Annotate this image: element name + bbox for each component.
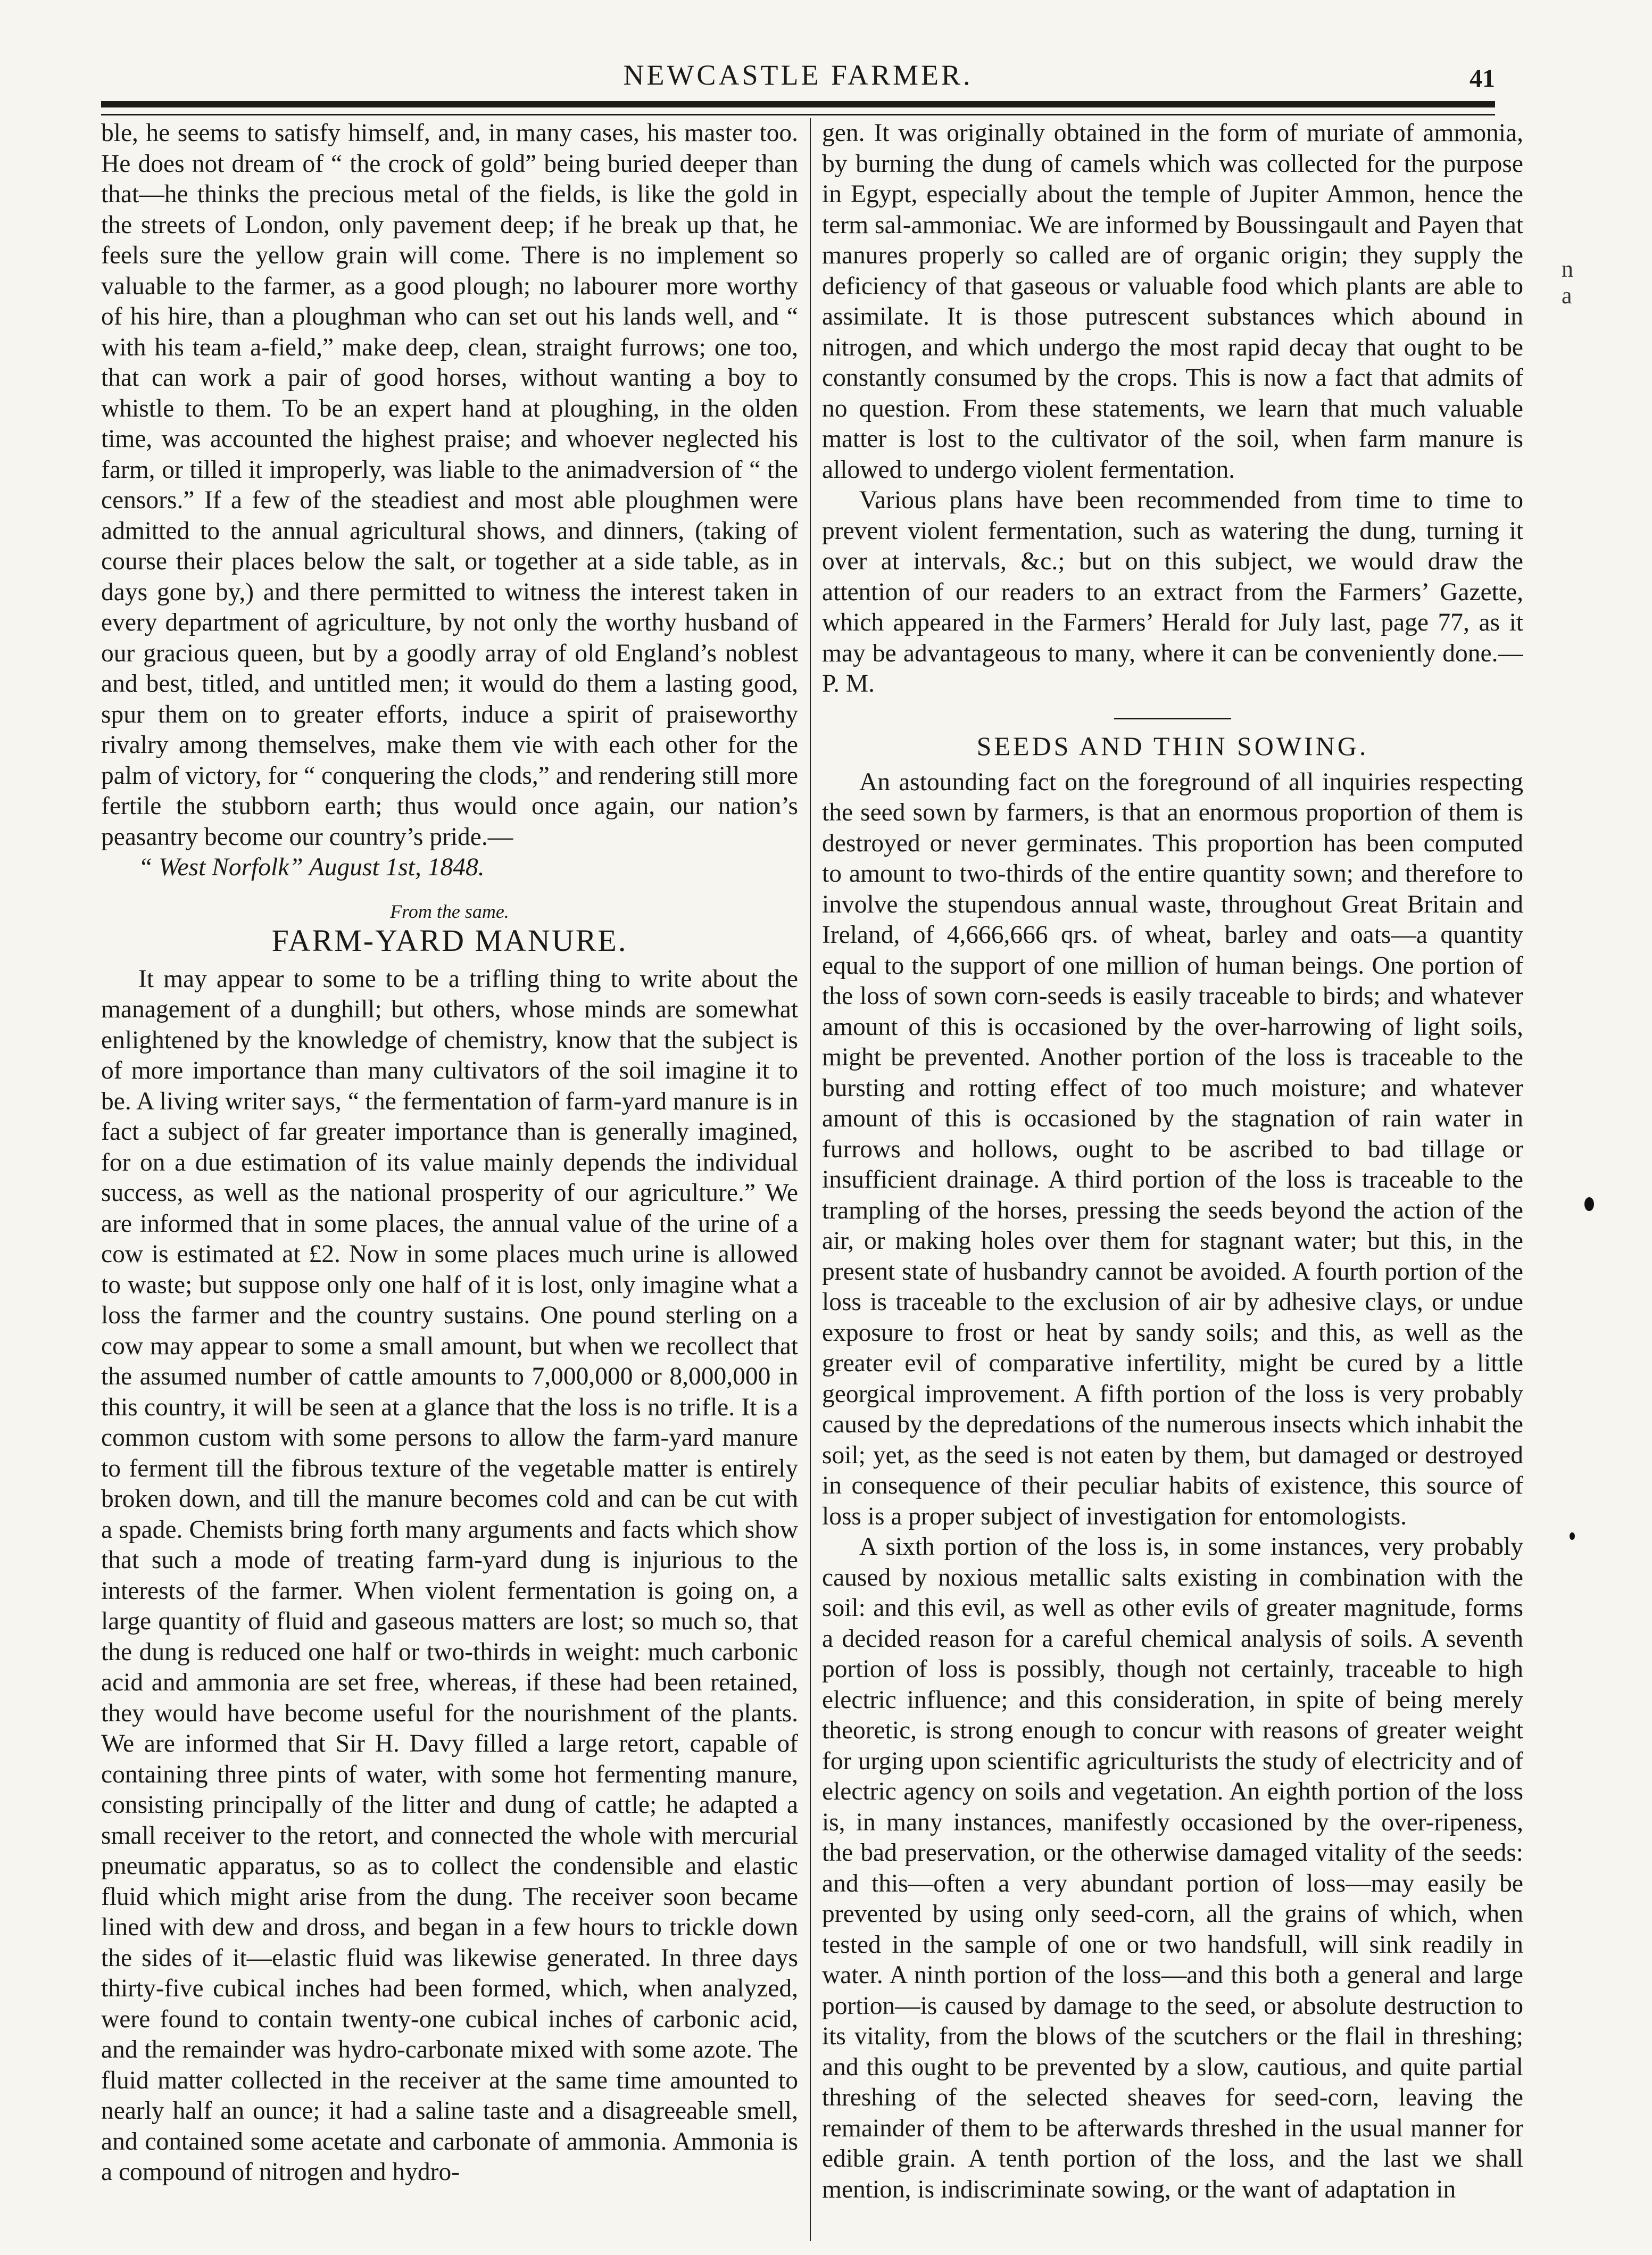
article-title-farm-yard-manure: FARM-YARD MANURE. [271, 923, 628, 958]
masthead-title: NEWCASTLE FARMER. [623, 59, 973, 91]
byline: “ West Norfolk” August 1st, 1848. [138, 853, 485, 881]
margin-mark: n [1562, 256, 1573, 282]
article-body-seeds-paragraph-1: An astounding fact on the foreground of all inquiries respecting the seed sown by farmers, is that an enormous proportion of them is destroyed or never germinates. This proportion has been computed to amount to two-thirds of the entire quantity sown; and therefore to involve the stupendous annual waste, throughout Great Britain and Ireland, of 4,666,666 qrs. of wheat, barley and oats—a quantity equal to the support of one million of human beings. One portion of the loss of sown corn-seeds is easily traceable to birds; and whatever amount of this is occasioned by the over-harrowing of light soils, might be prevented. Another portion of the loss is traceable to the bursting and rotting effect of too much moisture; and whatever amount of this is occasioned by the stagnation of rain water in furrows and hollows, ought to be ascribed to bad tillage or insufficient drainage. A third portion of the loss is traceable to the trampling of the horses, pressing the seeds beyond the action of the air, or making holes over them for stagnant water; but this, in the present state of husbandry cannot be avoided. A fourth portion of the loss is traceable to the exclusion of air by adhesive clays, or undue exposure to frost or heat by sandy soils; and this, as well as the greater evil of comparative infertility, might be cured by a little georgical improvement. A fifth portion of the loss is very probably caused by the depredations of the numerous insects which inhabit the soil; yet, as the seed is not eaten by them, but damaged or destroyed in consequence of their peculiar habits of existence, this source of loss is a proper subject of investigation for entomologists. [822, 768, 1523, 1530]
continued-paragraph: ble, he seems to satisfy himself, and, in many cases, his master too. He does not dream of “ the crock of gold” being buried deeper than that—he thinks the precious metal of the fields, is like the gold in the streets of London, only pavement deep; if he break up that, he feels sure the yellow grain will come. There is no implement so valuable to the farmer, as a good plough; no labourer more worthy of his hire, than a ploughman who can set out his lands well, and “ with his team a-field,” make deep, clean, straight furrows; one too, that can work a pair of good horses, without wanting a boy to whistle to them. To be an expert hand at ploughing, in the olden time, was accounted the highest praise; and whoever neglected his farm, or tilled it improperly, was liable to the animadversion of “ the censors.” If a few of the steadiest and most able ploughmen were admitted to the annual agricultural shows, and dinners, (taking of course their places below the salt, or together at a side table, as in days gone by,) and there permitted to witness the interest taken in every department of agriculture, by not only the worthy husband of our gracious queen, but by a goodly array of old England’s noblest and best, titled, and untitled men; it would do them a lasting good, spur them on to greater efforts, induce a spirit of praiseworthy rivalry among themselves, make them vie with each other for the palm of victory, for “ conquering the clods,” and rendering still more fertile the stubborn earth; thus would once again, our nation’s peasantry become our country’s pride.— [101, 119, 798, 851]
article-body-seeds-paragraph-2: A sixth portion of the loss is, in some instances, very probably caused by noxious metallic salts existing in combination with the soil: and this evil, as well as other evils of greater magnitude, forms a decided reason for a careful chemical analysis of soils. A seventh portion of loss is possibly, though not certainly, traceable to high electric influence; and this consideration, in spite of being merely theoretic, is strong enough to concur with reasons of greater weight for urging upon scientific agriculturists the study of electricity and of electric agency on soils and vegetation. An eighth portion of the loss is, in many instances, manifestly occasioned by the over-ripeness, the bad preservation, or the otherwise damaged vitality of the seeds: and this—often a very abundant portion of loss—may easily be prevented by using only seed-corn, all the grains of which, when tested in the sample of one or two handsfull, will sink readily in water. A ninth portion of the loss—and this both a general and large portion—is caused by damage to the seed, or absolute destruction to its vitality, from the blows of the scutchers or the flail in threshing; and this ought to be prevented by a slow, cautious, and quite partial threshing of the selected sheaves for seed-corn, leaving the remainder of them to be afterwards threshed in the usual manner for edible grain. A tenth portion of the loss, and the last we shall mention, is indiscriminate sowing, or the want of adaptation in [822, 1533, 1523, 2203]
from-label: From the same. [390, 900, 509, 922]
ink-spot [1584, 1197, 1594, 1211]
left-column [101, 118, 798, 2241]
article-title-seeds-thin-sowing: SEEDS AND THIN SOWING. [976, 731, 1369, 761]
paragraph-fermentation-plans: Various plans have been recommended from time to time to prevent violent fermentation, such as watering the dung, turning it over at intervals, &c.; but on this subject, we would draw the attention of our readers to an extract from the Farmers’ Gazette, which appeared in the Farmers’ Herald for July last, page 77, as it may be advantageous to many, where it can be conveniently done.—P. M. [822, 486, 1523, 698]
section-divider-rule [1114, 718, 1231, 719]
margin-mark: a [1562, 283, 1572, 309]
header-rule-thick [101, 101, 1495, 107]
column-divider [810, 118, 811, 2241]
right-column [822, 118, 1523, 2241]
article-body-farm-yard-manure: It may appear to some to be a trifling thing to write about the management of a dunghill; but others, whose minds are somewhat enlightened by the knowledge of chemistry, know that the subject is of more importance than many cultivators of the soil imagine it to be. A living writer says, “ the fermentation of farm-yard manure is in fact a subject of far greater importance than is generally imagined, for on a due estimation of its value mainly depends the individual success, as well as the national prosperity of our agriculture.” We are informed that in some places, the annual value of the urine of a cow is estimated at £2. Now in some places much urine is allowed to waste; but suppose only one half of it is lost, only imagine what a loss the farmer and the country sustains. One pound sterling on a cow may appear to some a small amount, but when we recollect that the assumed number of cattle amounts to 7,000,000 or 8,000,000 in this country, it will be seen at a glance that the loss is no trifle. It is a common custom with some persons to allow the farm-yard manure to ferment till the fibrous texture of the vegetable matter is entirely broken down, and till the manure becomes cold and can be cut with a spade. Chemists bring forth many arguments and facts which show that such a mode of treating farm-yard dung is injurious to the interests of the farmer. When violent fermentation is going on, a large quantity of fluid and gaseous matters are lost; so much so, that the dung is reduced one half or two-thirds in weight: much carbonic acid and ammonia are set free, whereas, if these had been retained, they would have become useful for the nourishment of the plants. We are informed that Sir H. Davy filled a large retort, capable of containing three pints of water, with some hot fermenting manure, consisting principally of the litter and dung of cattle; he adapted a small receiver to the retort, and connected the whole with mercurial pneumatic apparatus, so as to collect the condensible and elastic fluid which might arise from the dung. The receiver soon became lined with dew and dross, and began in a few hours to trickle down the sides of it—elastic fluid was likewise generated. In three days thirty-five cubical inches had been formed, which, when analyzed, were found to contain twenty-one cubical inches of carbonic acid, and the remainder was hydro-carbonate mixed with some azote. The fluid matter collected in the receiver at the same time amounted to nearly half an ounce; it had a saline taste and a disagreeable smell, and contained some acetate and carbonate of ammonia. Ammonia is a compound of nitrogen and hydro- [101, 965, 798, 2186]
header-rule-thin [101, 114, 1495, 115]
ink-spot [1570, 1532, 1575, 1540]
page-number: 41 [1470, 64, 1495, 93]
continued-paragraph-ammonia: gen. It was originally obtained in the form of muriate of ammonia, by burning the dung of camels which was collected for the purpose in Egypt, especially about the temple of Jupiter Ammon, hence the term sal-ammoniac. We are informed by Boussingault and Payen that manures properly so called are of organic origin; they supply the deficiency of that gaseous or valuable food which plants are able to assimilate. It is those putrescent substances which abound in nitrogen, and which undergo the most rapid decay that ought to be constantly consumed by the crops. This is now a fact that admits of no question. From these statements, we learn that much valuable matter is lost to the cultivator of the soil, when farm manure is allowed to undergo violent fermentation. [822, 119, 1523, 484]
